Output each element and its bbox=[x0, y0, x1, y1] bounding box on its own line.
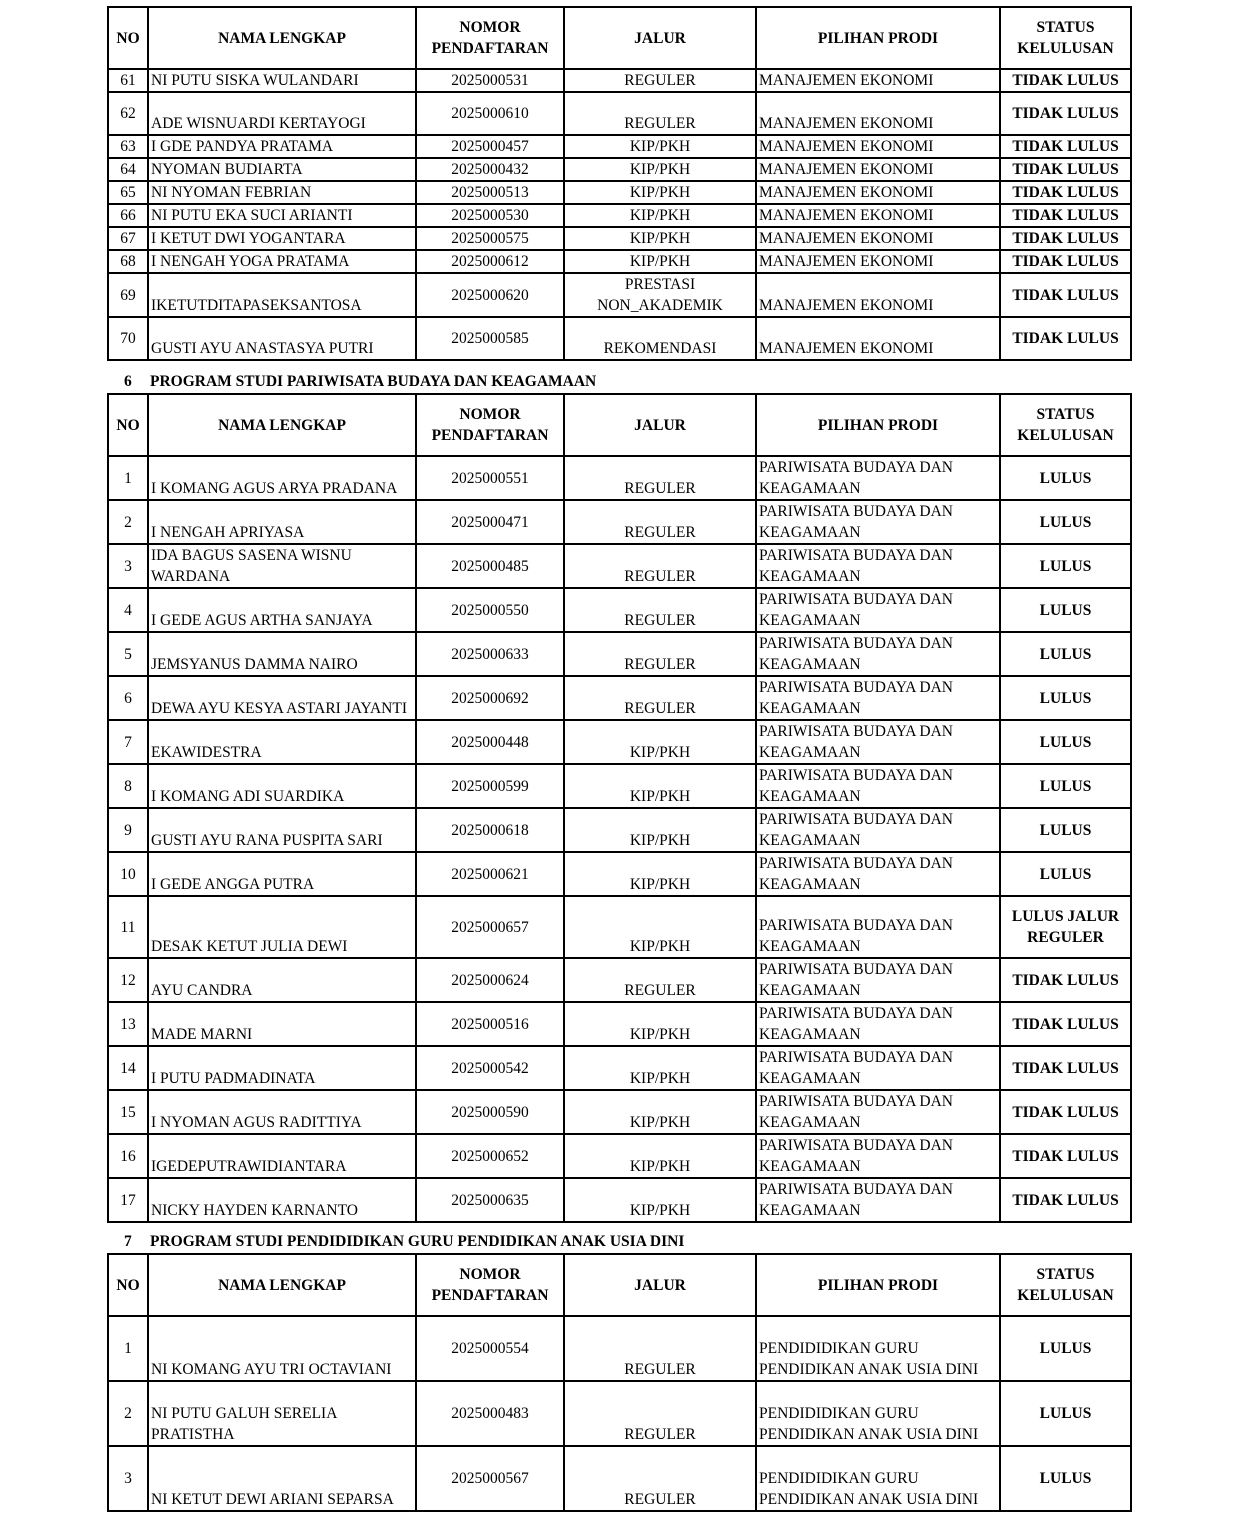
no-cell: 11 bbox=[108, 896, 148, 958]
jalur-cell: KIP/PKH bbox=[564, 764, 756, 808]
nama-lengkap-cell: ADE WISNUARDI KERTAYOGI bbox=[148, 92, 416, 135]
table-row bbox=[108, 588, 1131, 632]
table-row bbox=[108, 204, 1131, 227]
section-title-text: PROGRAM STUDI PENDIDIDIKAN GURU PENDIDIKAN ANAK USIA DINI bbox=[150, 1233, 685, 1250]
nomor-pendaftaran-cell: 2025000599 bbox=[416, 764, 564, 808]
no-cell: 65 bbox=[108, 181, 148, 204]
jalur-cell: REGULER bbox=[564, 1446, 756, 1511]
pilihan-prodi-cell: PARIWISATA BUDAYA DAN KEAGAMAAN bbox=[756, 1090, 1000, 1134]
nomor-pendaftaran-cell: 2025000551 bbox=[416, 456, 564, 500]
jalur-cell: REGULER bbox=[564, 500, 756, 544]
pilihan-prodi-cell: PENDIDIDIKAN GURU PENDIDIKAN ANAK USIA DINI bbox=[756, 1381, 1000, 1446]
nomor-pendaftaran-cell: 2025000567 bbox=[416, 1446, 564, 1511]
no-cell: 62 bbox=[108, 92, 148, 135]
jalur-cell: REGULER bbox=[564, 92, 756, 135]
nomor-pendaftaran-cell: 2025000692 bbox=[416, 676, 564, 720]
nomor-pendaftaran-cell: 2025000624 bbox=[416, 958, 564, 1002]
no-cell: 4 bbox=[108, 588, 148, 632]
jalur-cell: KIP/PKH bbox=[564, 204, 756, 227]
status-kelulusan-cell: TIDAK LULUS bbox=[1000, 273, 1131, 317]
no-cell: 3 bbox=[108, 1446, 148, 1511]
nama-lengkap-cell: NYOMAN BUDIARTA bbox=[148, 158, 416, 181]
nomor-pendaftaran-cell: 2025000542 bbox=[416, 1046, 564, 1090]
pilihan-prodi-cell: MANAJEMEN EKONOMI bbox=[756, 92, 1000, 135]
status-kelulusan-cell: TIDAK LULUS bbox=[1000, 227, 1131, 250]
header-nomor-pendaftaran: NOMOR PENDAFTARAN bbox=[416, 7, 564, 69]
status-kelulusan-cell: LULUS bbox=[1000, 1316, 1131, 1381]
nama-lengkap-cell: NI PUTU EKA SUCI ARIANTI bbox=[148, 204, 416, 227]
table-row bbox=[108, 1446, 1131, 1511]
pilihan-prodi-cell: PARIWISATA BUDAYA DAN KEAGAMAAN bbox=[756, 1046, 1000, 1090]
table-row bbox=[108, 500, 1131, 544]
nama-lengkap-cell: I NYOMAN AGUS RADITTIYA bbox=[148, 1090, 416, 1134]
pilihan-prodi-cell: MANAJEMEN EKONOMI bbox=[756, 69, 1000, 92]
jalur-cell: KIP/PKH bbox=[564, 158, 756, 181]
nama-lengkap-cell: NI PUTU GALUH SERELIA PRATISTHA bbox=[148, 1381, 416, 1446]
section-number: 6 bbox=[124, 373, 132, 390]
nama-lengkap-cell: MADE MARNI bbox=[148, 1002, 416, 1046]
no-cell: 13 bbox=[108, 1002, 148, 1046]
no-cell: 68 bbox=[108, 250, 148, 273]
status-kelulusan-cell: TIDAK LULUS bbox=[1000, 1002, 1131, 1046]
header-pilihan-prodi: PILIHAN PRODI bbox=[756, 1254, 1000, 1316]
no-cell: 67 bbox=[108, 227, 148, 250]
nomor-pendaftaran-cell: 2025000610 bbox=[416, 92, 564, 135]
jalur-cell: KIP/PKH bbox=[564, 1134, 756, 1178]
pilihan-prodi-cell: MANAJEMEN EKONOMI bbox=[756, 317, 1000, 360]
table-row bbox=[108, 1134, 1131, 1178]
table-row bbox=[108, 1316, 1131, 1381]
status-kelulusan-cell: TIDAK LULUS bbox=[1000, 317, 1131, 360]
table-row bbox=[108, 896, 1131, 958]
table-row bbox=[108, 69, 1131, 92]
table-row bbox=[108, 181, 1131, 204]
status-kelulusan-cell: TIDAK LULUS bbox=[1000, 135, 1131, 158]
nomor-pendaftaran-cell: 2025000585 bbox=[416, 317, 564, 360]
no-cell: 5 bbox=[108, 632, 148, 676]
pilihan-prodi-cell: PARIWISATA BUDAYA DAN KEAGAMAAN bbox=[756, 1178, 1000, 1222]
jalur-cell: REGULER bbox=[564, 544, 756, 588]
header-jalur: JALUR bbox=[564, 394, 756, 456]
nomor-pendaftaran-cell: 2025000620 bbox=[416, 273, 564, 317]
pilihan-prodi-cell: MANAJEMEN EKONOMI bbox=[756, 135, 1000, 158]
status-kelulusan-cell: TIDAK LULUS bbox=[1000, 204, 1131, 227]
nama-lengkap-cell: EKAWIDESTRA bbox=[148, 720, 416, 764]
status-kelulusan-cell: LULUS bbox=[1000, 456, 1131, 500]
status-kelulusan-cell: LULUS bbox=[1000, 1381, 1131, 1446]
table-row bbox=[108, 852, 1131, 896]
nomor-pendaftaran-cell: 2025000635 bbox=[416, 1178, 564, 1222]
pilihan-prodi-cell: PARIWISATA BUDAYA DAN KEAGAMAAN bbox=[756, 808, 1000, 852]
jalur-cell: KIP/PKH bbox=[564, 1090, 756, 1134]
jalur-cell: KIP/PKH bbox=[564, 135, 756, 158]
nama-lengkap-cell: IGEDEPUTRAWIDIANTARA bbox=[148, 1134, 416, 1178]
section-title-text: PROGRAM STUDI PARIWISATA BUDAYA DAN KEAGAMAAN bbox=[150, 373, 597, 390]
header-jalur: JALUR bbox=[564, 7, 756, 69]
header-pilihan-prodi: PILIHAN PRODI bbox=[756, 7, 1000, 69]
no-cell: 2 bbox=[108, 500, 148, 544]
jalur-cell: PRESTASI NON_AKADEMIK bbox=[564, 273, 756, 317]
jalur-cell: REGULER bbox=[564, 456, 756, 500]
table-row bbox=[108, 456, 1131, 500]
no-cell: 63 bbox=[108, 135, 148, 158]
status-kelulusan-cell: LULUS bbox=[1000, 500, 1131, 544]
no-cell: 3 bbox=[108, 544, 148, 588]
pilihan-prodi-cell: MANAJEMEN EKONOMI bbox=[756, 158, 1000, 181]
no-cell: 70 bbox=[108, 317, 148, 360]
nama-lengkap-cell: DESAK KETUT JULIA DEWI bbox=[148, 896, 416, 958]
jalur-cell: KIP/PKH bbox=[564, 227, 756, 250]
header-nomor-pendaftaran: NOMOR PENDAFTARAN bbox=[416, 1254, 564, 1316]
pilihan-prodi-cell: PARIWISATA BUDAYA DAN KEAGAMAAN bbox=[756, 456, 1000, 500]
nomor-pendaftaran-cell: 2025000618 bbox=[416, 808, 564, 852]
nomor-pendaftaran-cell: 2025000432 bbox=[416, 158, 564, 181]
table-row bbox=[108, 632, 1131, 676]
header-row bbox=[108, 7, 1131, 69]
no-cell: 16 bbox=[108, 1134, 148, 1178]
table-row bbox=[108, 227, 1131, 250]
nomor-pendaftaran-cell: 2025000633 bbox=[416, 632, 564, 676]
jalur-cell: REKOMENDASI bbox=[564, 317, 756, 360]
pilihan-prodi-cell: PARIWISATA BUDAYA DAN KEAGAMAAN bbox=[756, 852, 1000, 896]
status-kelulusan-cell: TIDAK LULUS bbox=[1000, 92, 1131, 135]
status-kelulusan-cell: TIDAK LULUS bbox=[1000, 1046, 1131, 1090]
pilihan-prodi-cell: MANAJEMEN EKONOMI bbox=[756, 250, 1000, 273]
table-row bbox=[108, 720, 1131, 764]
table-row bbox=[108, 1090, 1131, 1134]
pilihan-prodi-cell: PARIWISATA BUDAYA DAN KEAGAMAAN bbox=[756, 588, 1000, 632]
no-cell: 2 bbox=[108, 1381, 148, 1446]
no-cell: 69 bbox=[108, 273, 148, 317]
header-status-kelulusan: STATUS KELULUSAN bbox=[1000, 7, 1131, 69]
nomor-pendaftaran-cell: 2025000550 bbox=[416, 588, 564, 632]
no-cell: 10 bbox=[108, 852, 148, 896]
header-pilihan-prodi: PILIHAN PRODI bbox=[756, 394, 1000, 456]
no-cell: 6 bbox=[108, 676, 148, 720]
no-cell: 64 bbox=[108, 158, 148, 181]
jalur-cell: REGULER bbox=[564, 632, 756, 676]
table-row bbox=[108, 250, 1131, 273]
section-title-pg-paud bbox=[124, 1232, 684, 1252]
nama-lengkap-cell: I KETUT DWI YOGANTARA bbox=[148, 227, 416, 250]
pilihan-prodi-cell: MANAJEMEN EKONOMI bbox=[756, 181, 1000, 204]
pilihan-prodi-cell: MANAJEMEN EKONOMI bbox=[756, 204, 1000, 227]
pilihan-prodi-cell: PARIWISATA BUDAYA DAN KEAGAMAAN bbox=[756, 1002, 1000, 1046]
jalur-cell: KIP/PKH bbox=[564, 181, 756, 204]
jalur-cell: REGULER bbox=[564, 958, 756, 1002]
nomor-pendaftaran-cell: 2025000530 bbox=[416, 204, 564, 227]
nama-lengkap-cell: AYU CANDRA bbox=[148, 958, 416, 1002]
nomor-pendaftaran-cell: 2025000652 bbox=[416, 1134, 564, 1178]
header-no: NO bbox=[108, 394, 148, 456]
header-jalur: JALUR bbox=[564, 1254, 756, 1316]
jalur-cell: REGULER bbox=[564, 1316, 756, 1381]
results-table-pariwisata bbox=[107, 393, 1132, 1223]
no-cell: 14 bbox=[108, 1046, 148, 1090]
nama-lengkap-cell: I KOMANG AGUS ARYA PRADANA bbox=[148, 456, 416, 500]
table-row bbox=[108, 1046, 1131, 1090]
nomor-pendaftaran-cell: 2025000483 bbox=[416, 1381, 564, 1446]
jalur-cell: KIP/PKH bbox=[564, 1046, 756, 1090]
no-cell: 1 bbox=[108, 1316, 148, 1381]
header-nama-lengkap: NAMA LENGKAP bbox=[148, 1254, 416, 1316]
pilihan-prodi-cell: MANAJEMEN EKONOMI bbox=[756, 273, 1000, 317]
table-row bbox=[108, 1178, 1131, 1222]
jalur-cell: KIP/PKH bbox=[564, 250, 756, 273]
nomor-pendaftaran-cell: 2025000457 bbox=[416, 135, 564, 158]
nomor-pendaftaran-cell: 2025000513 bbox=[416, 181, 564, 204]
jalur-cell: REGULER bbox=[564, 676, 756, 720]
table-row bbox=[108, 273, 1131, 317]
pilihan-prodi-cell: PARIWISATA BUDAYA DAN KEAGAMAAN bbox=[756, 676, 1000, 720]
status-kelulusan-cell: LULUS bbox=[1000, 544, 1131, 588]
no-cell: 61 bbox=[108, 69, 148, 92]
no-cell: 66 bbox=[108, 204, 148, 227]
nama-lengkap-cell: NI NYOMAN FEBRIAN bbox=[148, 181, 416, 204]
pilihan-prodi-cell: PENDIDIDIKAN GURU PENDIDIKAN ANAK USIA DINI bbox=[756, 1316, 1000, 1381]
table-row bbox=[108, 958, 1131, 1002]
nama-lengkap-cell: I NENGAH YOGA PRATAMA bbox=[148, 250, 416, 273]
table-row bbox=[108, 1002, 1131, 1046]
pilihan-prodi-cell: PARIWISATA BUDAYA DAN KEAGAMAAN bbox=[756, 764, 1000, 808]
status-kelulusan-cell: LULUS bbox=[1000, 808, 1131, 852]
nama-lengkap-cell: IKETUTDITAPASEKSANTOSA bbox=[148, 273, 416, 317]
no-cell: 7 bbox=[108, 720, 148, 764]
header-row bbox=[108, 1254, 1131, 1316]
status-kelulusan-cell: LULUS bbox=[1000, 676, 1131, 720]
no-cell: 15 bbox=[108, 1090, 148, 1134]
table-body bbox=[108, 69, 1131, 360]
status-kelulusan-cell: LULUS bbox=[1000, 1446, 1131, 1511]
nama-lengkap-cell: GUSTI AYU RANA PUSPITA SARI bbox=[148, 808, 416, 852]
pilihan-prodi-cell: PARIWISATA BUDAYA DAN KEAGAMAAN bbox=[756, 720, 1000, 764]
jalur-cell: REGULER bbox=[564, 69, 756, 92]
jalur-cell: KIP/PKH bbox=[564, 852, 756, 896]
table-row bbox=[108, 808, 1131, 852]
pilihan-prodi-cell: PARIWISATA BUDAYA DAN KEAGAMAAN bbox=[756, 896, 1000, 958]
status-kelulusan-cell: TIDAK LULUS bbox=[1000, 958, 1131, 1002]
jalur-cell: KIP/PKH bbox=[564, 896, 756, 958]
nama-lengkap-cell: NI KOMANG AYU TRI OCTAVIANI bbox=[148, 1316, 416, 1381]
nomor-pendaftaran-cell: 2025000531 bbox=[416, 69, 564, 92]
nama-lengkap-cell: NI PUTU SISKA WULANDARI bbox=[148, 69, 416, 92]
table-row bbox=[108, 1381, 1131, 1446]
section-number: 7 bbox=[124, 1233, 132, 1250]
nama-lengkap-cell: NICKY HAYDEN KARNANTO bbox=[148, 1178, 416, 1222]
status-kelulusan-cell: LULUS bbox=[1000, 588, 1131, 632]
pilihan-prodi-cell: PENDIDIDIKAN GURU PENDIDIKAN ANAK USIA DINI bbox=[756, 1446, 1000, 1511]
table-body bbox=[108, 1316, 1131, 1511]
results-table-manajemen-ekonomi bbox=[107, 6, 1132, 361]
status-kelulusan-cell: TIDAK LULUS bbox=[1000, 1090, 1131, 1134]
nama-lengkap-cell: I GDE PANDYA PRATAMA bbox=[148, 135, 416, 158]
nama-lengkap-cell: NI KETUT DEWI ARIANI SEPARSA bbox=[148, 1446, 416, 1511]
nomor-pendaftaran-cell: 2025000590 bbox=[416, 1090, 564, 1134]
header-no: NO bbox=[108, 7, 148, 69]
pilihan-prodi-cell: PARIWISATA BUDAYA DAN KEAGAMAAN bbox=[756, 1134, 1000, 1178]
status-kelulusan-cell: LULUS bbox=[1000, 632, 1131, 676]
header-no: NO bbox=[108, 1254, 148, 1316]
nama-lengkap-cell: DEWA AYU KESYA ASTARI JAYANTI bbox=[148, 676, 416, 720]
nomor-pendaftaran-cell: 2025000448 bbox=[416, 720, 564, 764]
header-row bbox=[108, 394, 1131, 456]
status-kelulusan-cell: LULUS bbox=[1000, 764, 1131, 808]
status-kelulusan-cell: TIDAK LULUS bbox=[1000, 250, 1131, 273]
status-kelulusan-cell: LULUS bbox=[1000, 720, 1131, 764]
pilihan-prodi-cell: PARIWISATA BUDAYA DAN KEAGAMAAN bbox=[756, 632, 1000, 676]
nama-lengkap-cell: I GEDE AGUS ARTHA SANJAYA bbox=[148, 588, 416, 632]
status-kelulusan-cell: TIDAK LULUS bbox=[1000, 181, 1131, 204]
no-cell: 12 bbox=[108, 958, 148, 1002]
status-kelulusan-cell: TIDAK LULUS bbox=[1000, 1178, 1131, 1222]
nama-lengkap-cell: I PUTU PADMADINATA bbox=[148, 1046, 416, 1090]
results-table-pg-paud bbox=[107, 1253, 1132, 1512]
jalur-cell: REGULER bbox=[564, 1381, 756, 1446]
nomor-pendaftaran-cell: 2025000612 bbox=[416, 250, 564, 273]
nama-lengkap-cell: GUSTI AYU ANASTASYA PUTRI bbox=[148, 317, 416, 360]
status-kelulusan-cell: TIDAK LULUS bbox=[1000, 1134, 1131, 1178]
nama-lengkap-cell: I NENGAH APRIYASA bbox=[148, 500, 416, 544]
nama-lengkap-cell: I KOMANG ADI SUARDIKA bbox=[148, 764, 416, 808]
header-status-kelulusan: STATUS KELULUSAN bbox=[1000, 394, 1131, 456]
no-cell: 17 bbox=[108, 1178, 148, 1222]
nomor-pendaftaran-cell: 2025000471 bbox=[416, 500, 564, 544]
nomor-pendaftaran-cell: 2025000621 bbox=[416, 852, 564, 896]
no-cell: 1 bbox=[108, 456, 148, 500]
jalur-cell: KIP/PKH bbox=[564, 1178, 756, 1222]
table-row bbox=[108, 544, 1131, 588]
no-cell: 8 bbox=[108, 764, 148, 808]
nama-lengkap-cell: IDA BAGUS SASENA WISNU WARDANA bbox=[148, 544, 416, 588]
table-row bbox=[108, 92, 1131, 135]
table-row bbox=[108, 135, 1131, 158]
jalur-cell: REGULER bbox=[564, 588, 756, 632]
nomor-pendaftaran-cell: 2025000554 bbox=[416, 1316, 564, 1381]
status-kelulusan-cell: TIDAK LULUS bbox=[1000, 69, 1131, 92]
table-body bbox=[108, 456, 1131, 1222]
table-row bbox=[108, 317, 1131, 360]
pilihan-prodi-cell: PARIWISATA BUDAYA DAN KEAGAMAAN bbox=[756, 958, 1000, 1002]
header-nama-lengkap: NAMA LENGKAP bbox=[148, 7, 416, 69]
status-kelulusan-cell: LULUS bbox=[1000, 852, 1131, 896]
table-row bbox=[108, 676, 1131, 720]
jalur-cell: KIP/PKH bbox=[564, 720, 756, 764]
header-nama-lengkap: NAMA LENGKAP bbox=[148, 394, 416, 456]
pilihan-prodi-cell: MANAJEMEN EKONOMI bbox=[756, 227, 1000, 250]
table-row bbox=[108, 764, 1131, 808]
pilihan-prodi-cell: PARIWISATA BUDAYA DAN KEAGAMAAN bbox=[756, 500, 1000, 544]
header-nomor-pendaftaran: NOMOR PENDAFTARAN bbox=[416, 394, 564, 456]
nomor-pendaftaran-cell: 2025000657 bbox=[416, 896, 564, 958]
nama-lengkap-cell: I GEDE ANGGA PUTRA bbox=[148, 852, 416, 896]
table-row bbox=[108, 158, 1131, 181]
status-kelulusan-cell: TIDAK LULUS bbox=[1000, 158, 1131, 181]
nomor-pendaftaran-cell: 2025000516 bbox=[416, 1002, 564, 1046]
no-cell: 9 bbox=[108, 808, 148, 852]
status-kelulusan-cell: LULUS JALUR REGULER bbox=[1000, 896, 1131, 958]
jalur-cell: KIP/PKH bbox=[564, 1002, 756, 1046]
jalur-cell: KIP/PKH bbox=[564, 808, 756, 852]
pilihan-prodi-cell: PARIWISATA BUDAYA DAN KEAGAMAAN bbox=[756, 544, 1000, 588]
header-status-kelulusan: STATUS KELULUSAN bbox=[1000, 1254, 1131, 1316]
nama-lengkap-cell: JEMSYANUS DAMMA NAIRO bbox=[148, 632, 416, 676]
nomor-pendaftaran-cell: 2025000485 bbox=[416, 544, 564, 588]
nomor-pendaftaran-cell: 2025000575 bbox=[416, 227, 564, 250]
section-title-pariwisata bbox=[124, 372, 596, 392]
